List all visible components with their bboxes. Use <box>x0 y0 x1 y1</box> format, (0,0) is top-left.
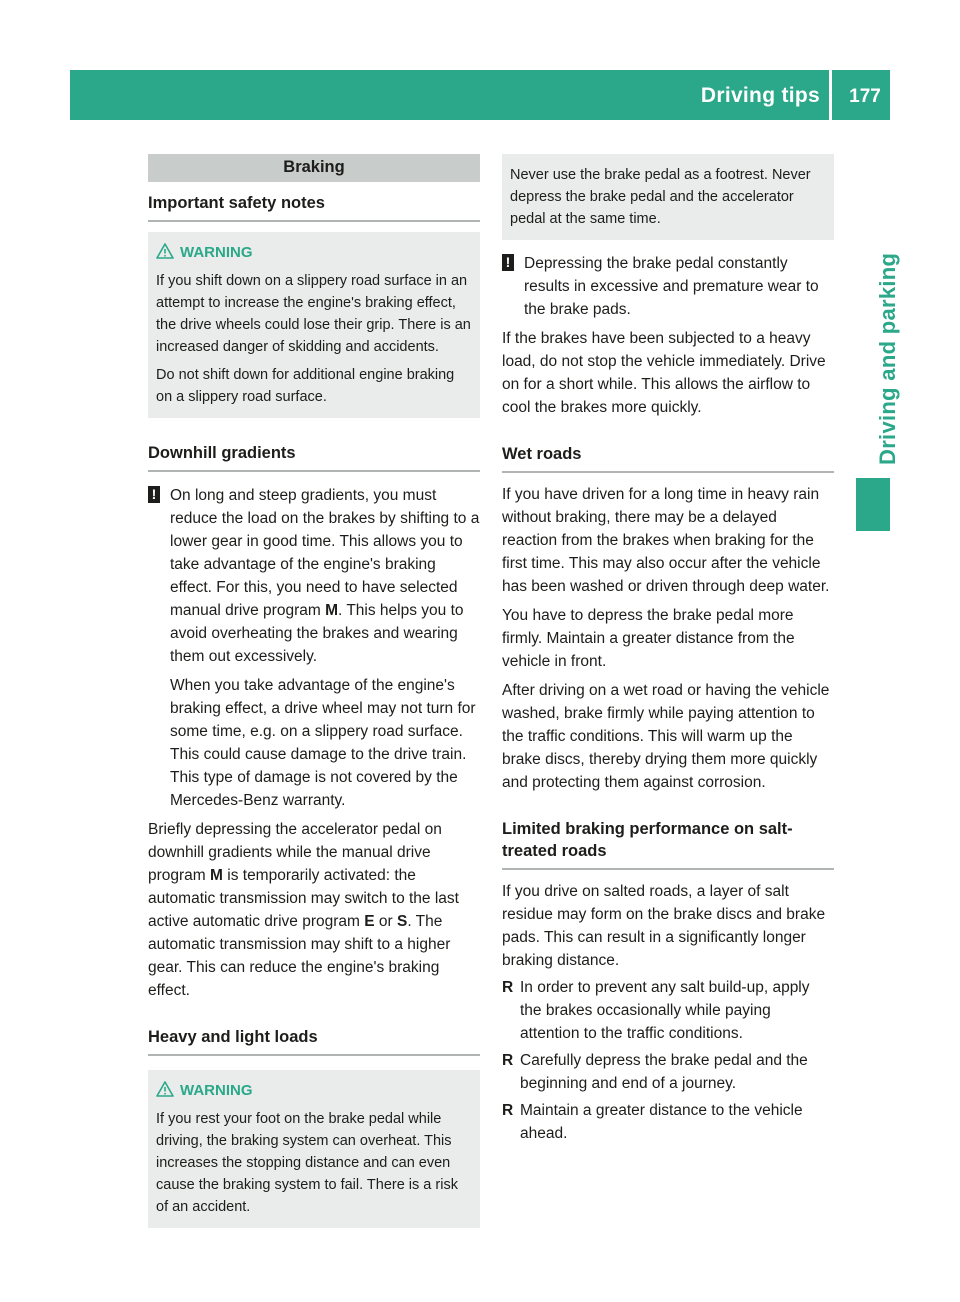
downhill-heading: Downhill gradients <box>148 432 480 472</box>
wet-paragraph: If you have driven for a long time in heavy rain without braking, there may be a delayed reaction from the brakes when braking for the first time. This may also occur after the vehicle has been washed or driven through deep water. <box>502 486 830 595</box>
page-number: 177 <box>849 86 881 107</box>
warning-continuation <box>502 154 834 240</box>
right-column <box>502 154 834 1145</box>
warning-label: WARNING <box>180 1082 253 1099</box>
loads-heading: Heavy and light loads <box>148 1016 480 1056</box>
notice-icon: ! <box>502 254 514 271</box>
list-item: R Carefully depress the brake pedal and the beginning and end of a journey. <box>502 1049 834 1095</box>
warning-box <box>148 1070 480 1228</box>
bullet-marker: R <box>502 1052 514 1069</box>
notice-block <box>502 252 834 321</box>
wet-roads-heading: Wet roads <box>502 433 834 473</box>
salt-bullet-list <box>502 976 834 1145</box>
warning-text: If you shift down on a slippery road surface in an attempt to increase the engine's braking effect, the drive wheels could lose their grip. There is an increased danger of skidding and accidents. <box>156 273 471 355</box>
warning-text: Never use the brake pedal as a footrest. Never depress the brake pedal and the accelerator pedal at the same time. <box>510 167 811 227</box>
wet-paragraph: You have to depress the brake pedal more firmly. Maintain a greater distance from the vehicle in front. <box>502 607 795 670</box>
warning-label: WARNING <box>180 244 253 261</box>
warning-box <box>148 232 480 418</box>
warning-header <box>156 1080 472 1102</box>
notice-block <box>148 484 480 812</box>
warning-text: Do not shift down for additional engine braking on a slippery road surface. <box>156 367 455 405</box>
section-title: Braking <box>148 154 480 182</box>
notice-subtext: When you take advantage of the engine's braking effect, a drive wheel may not turn for some time, e.g. on a slippery road surface. This could cause damage to the drive train. This type of damage is not covered by the Mercedes-Benz warranty. <box>170 677 476 809</box>
notice-text: Depressing the brake pedal constantly results in excessive and premature wear to the brake pads. <box>524 255 819 318</box>
side-tab-marker <box>856 478 890 531</box>
salt-paragraph: If you drive on salted roads, a layer of salt residue may form on the brake discs and brake pads. This can result in a significantly longer braking distance. <box>502 883 826 969</box>
list-item: R In order to prevent any salt build-up, apply the brakes occasionally while paying attention to the traffic conditions. <box>502 976 834 1045</box>
notice-text: On long and steep gradients, you must reduce the load on the brakes by shifting to a lower gear in good time. This allows you to take advantage of the engine's braking effect. For this, you need to have selected manual drive program M. This helps you to avoid overheating the brakes and wearing them out excessively. <box>170 487 480 665</box>
warning-icon <box>156 243 174 259</box>
side-tab-label: Driving and parking <box>875 252 900 465</box>
list-item: R Maintain a greater distance to the vehicle ahead. <box>502 1099 834 1145</box>
bullet-marker: R <box>502 1102 514 1119</box>
salt-heading: Limited braking performance on salt-treated roads <box>502 808 834 870</box>
warning-icon <box>156 1081 174 1097</box>
header-separator <box>829 70 832 120</box>
wet-paragraph: After driving on a wet road or having the vehicle washed, brake firmly while paying attention to the traffic conditions. This will warm up the brake discs, thereby drying them more quickly and protecting them against corrosion. <box>502 682 830 791</box>
program-m: M <box>325 602 338 619</box>
side-tab <box>860 135 900 465</box>
accelerator-paragraph: Briefly depressing the accelerator pedal on downhill gradients while the manual drive program M is temporarily activated: the automatic transmission may switch to the last active automatic drive program E or S. The automatic transmission may shift to a higher gear. This can reduce the engine's braking effect. <box>148 821 459 999</box>
warning-header <box>156 242 472 264</box>
safety-heading: Important safety notes <box>148 182 480 222</box>
chapter-title: Driving tips <box>700 84 820 107</box>
heavy-load-paragraph: If the brakes have been subjected to a heavy load, do not stop the vehicle immediately. Drive on for a short while. This allows the airflow to cool the brakes more quickly. <box>502 330 826 416</box>
notice-icon: ! <box>148 486 160 503</box>
bullet-marker: R <box>502 979 514 996</box>
left-column <box>148 154 480 1228</box>
warning-text: If you rest your foot on the brake pedal while driving, the braking system can overheat. This increases the stopping distance and can even cause the braking system to fail. There is a risk of an accident. <box>156 1111 458 1215</box>
